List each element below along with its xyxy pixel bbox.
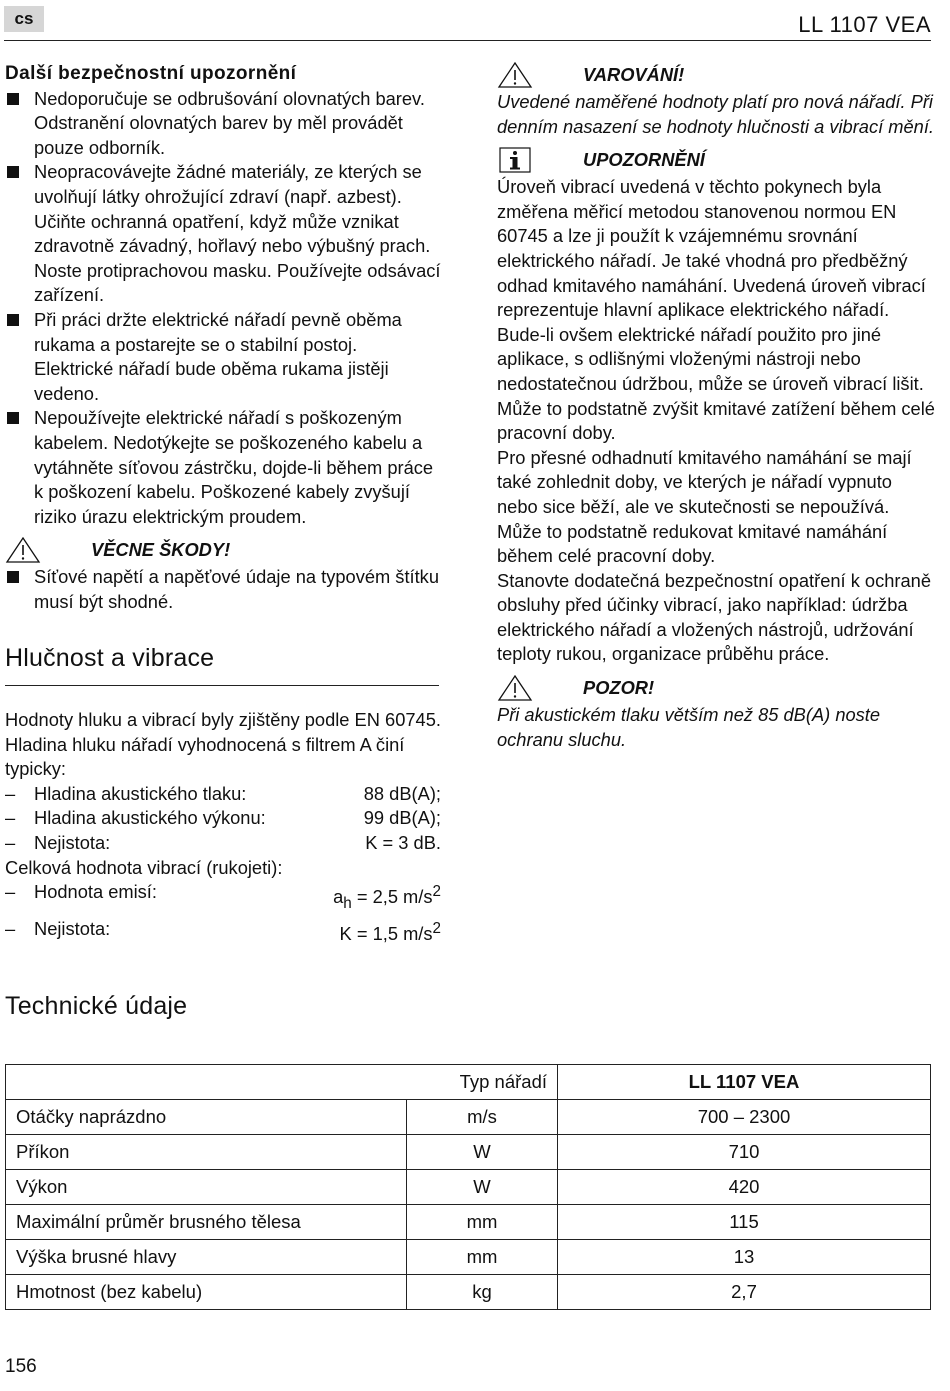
warning-triangle-icon — [497, 675, 533, 701]
damage-list — [5, 565, 441, 614]
safety-bullet: Neopracovávejte žádné materiály, ze kterých se uvolňují látky ohrožující zdraví (např. azbest). Učiňte ochranná opatření, když může vznikat zdravotně závadný, hořlavý nebo výbušný prach. Noste protiprachovou masku. Používejte odsávací zařízení. — [5, 160, 441, 308]
info-paragraph: Stanovte dodatečná bezpečnostní opatření k ochraně obsluhy před účinky vibrací, jako například: údržba elektrického nářadí a vložených nástrojů, udržování teploty rukou, organizace průběhu práce. — [497, 569, 931, 665]
caution-label: POZOR! — [583, 676, 655, 698]
info-label: UPOZORNĚNÍ — [583, 148, 705, 170]
damage-bullet: Síťové napětí a napěťové údaje na typovém štítku musí být shodné. — [5, 565, 441, 614]
safety-list — [5, 87, 441, 530]
spec-header-row — [6, 1065, 931, 1100]
info-notice — [497, 145, 937, 175]
spec-type-label: Typ nářadí — [407, 1065, 558, 1100]
info-icon — [497, 147, 533, 173]
warning-notice — [497, 60, 937, 90]
model-title: LL 1107 VEA — [798, 12, 931, 37]
noise-row: – Hladina akustického tlaku: 88 dB(A); — [5, 782, 441, 804]
warning-triangle-icon — [497, 62, 533, 88]
warning-label: VAROVÁNÍ! — [583, 63, 685, 85]
caution-text: Při akustickém tlaku větším než 85 dB(A) noste ochranu sluchu. — [497, 704, 881, 750]
spec-row: Příkon W 710 — [6, 1135, 931, 1170]
safety-heading: Další bezpečnostní upozornění — [5, 63, 297, 84]
tech-heading: Technické údaje — [5, 992, 188, 1020]
noise-paragraph: Hladina hluku nářadí vyhodnocená s filtrem A činí typicky: — [5, 733, 405, 780]
noise-heading: Hlučnost a vibrace — [5, 644, 215, 673]
spec-row: Výkon W 420 — [6, 1170, 931, 1205]
spec-row: Hmotnost (bez kabelu) kg 2,7 — [6, 1275, 931, 1310]
warning-triangle-icon — [5, 537, 41, 563]
spec-row: Otáčky naprázdno m/s 700 – 2300 — [6, 1100, 931, 1135]
page-number: 156 — [5, 1356, 37, 1377]
right-column — [497, 62, 937, 752]
language-badge: cs — [4, 6, 44, 32]
warning-text: Uvedené naměřené hodnoty platí pro nová nářadí. Při denním nasazení se hodnoty hlučnosti a vibrací mění. — [497, 91, 934, 137]
safety-bullet: Při práci držte elektrické nářadí pevně oběma rukama a postarejte se o stabilní postoj. Elektrické nářadí bude oběma rukama jistěji vedeno. — [5, 308, 441, 406]
spec-row: Výška brusné hlavy mm 13 — [6, 1240, 931, 1275]
left-column — [5, 62, 441, 946]
caution-notice — [497, 673, 937, 703]
safety-bullet: Nepoužívejte elektrické nářadí s poškozeným kabelem. Nedotýkejte se poškozeného kabelu a vytáhněte síťovou zástrčku, dojde-li během práce k poškození kabelu. Poškozené kabely zvyšují riziko úrazu elektrickým proudem. — [5, 406, 441, 529]
noise-paragraph: Hodnoty hluku a vibrací byly zjištěny podle EN 60745. — [5, 709, 441, 731]
vibration-row: – Hodnota emisí: $a_h = 2,5$ $m/s^2$ — [5, 881, 441, 912]
info-paragraph: Pro přesné odhadnutí kmitavého namáhání se mají také zohlednit doby, ve kterých je nářadí vypnuto nebo sice běží, ale ve skutečnosti se nepoužívá. Může to podstatně redukovat kmitavé namáhání během celé pracovní doby. — [497, 446, 912, 567]
damage-label: VĚCNE ŠKODY! — [91, 538, 231, 560]
info-paragraph: Úroveň vibrací uvedená v těchto pokynech byla změřena měřicí metodou stanovenou normou EN 60745 a lze ji použít k vzájemnému srovnání elektrického nářadí. Je také vhodná pro předběžný odhad kmitavého namáhání. Uvedená úroveň vibrací reprezentuje hlavní aplikace elektrického nářadí. Bude-li ovšem elektrické nářadí použito pro jiné aplikace, s odlišnými vloženými nástroji nebo nedostatečnou údržbou, může se úroveň vibrací lišit. Může to podstatně zvýšit kmitavé zatížení během celé pracovní doby. — [497, 176, 935, 444]
noise-row: – Nejistota: K = 3 dB. — [5, 832, 441, 854]
header-rule — [4, 40, 931, 41]
noise-paragraph: Celková hodnota vibrací (rukojeti): — [5, 856, 283, 878]
noise-row: – Hladina akustického výkonu: 99 dB(A); — [5, 807, 441, 829]
safety-bullet: Nedoporučuje se odbrušování olovnatých barev. Odstranění olovnatých barev by měl provádět pouze odborník. — [5, 87, 441, 161]
spec-row: Maximální průměr brusného tělesa mm 115 — [6, 1205, 931, 1240]
spec-table — [5, 1064, 931, 1310]
damage-notice — [5, 535, 441, 565]
spec-model: LL 1107 VEA — [558, 1065, 931, 1100]
vibration-row: – Nejistota: K = 1,5 $m/s^2$ — [5, 917, 441, 944]
